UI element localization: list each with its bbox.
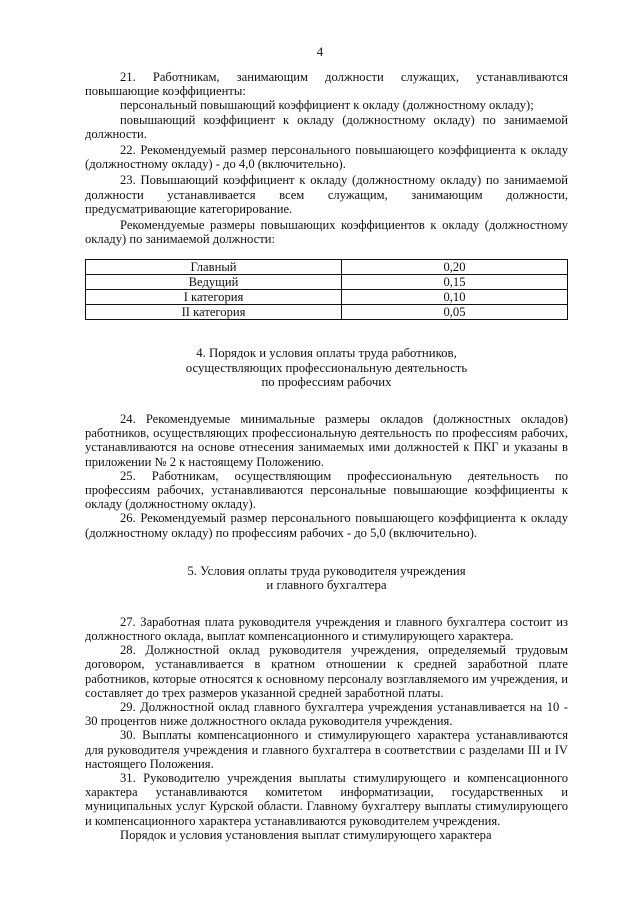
section-5-title-line: 5. Условия оплаты труда руководителя учреждения bbox=[187, 563, 466, 578]
table-row bbox=[86, 275, 568, 290]
table-row bbox=[86, 305, 568, 320]
paragraph-22: 22. Рекомендуемый размер персонального повышающего коэффициента к окладу (должностному окладу) - до 4,0 (включительно). bbox=[85, 143, 568, 172]
paragraph-26: 26. Рекомендуемый размер персонального повышающего коэффициента к окладу (должностному окладу) по профессиям рабочих - до 5,0 (включительно). bbox=[85, 511, 568, 540]
section-4-title-line: осуществляющих профессиональную деятельность bbox=[185, 360, 468, 375]
value-cell: 0,20 bbox=[342, 260, 568, 275]
paragraph-30: 30. Выплаты компенсационного и стимулирующего характера устанавливаются для руководителя учреждения и главного бухгалтера в соответствии с разделами III и IV настоящего Положения. bbox=[85, 728, 568, 771]
section-5-heading bbox=[85, 564, 568, 593]
paragraph-31: 31. Руководителю учреждения выплаты стимулирующего и компенсационного характера устанавливаются комитетом информатизации, государственных и муниципальных услуг Курской области. Главному бухгалтеру выплаты стимулирующего и компенсационного характера устанавливаются руководителем учреждения. bbox=[85, 771, 568, 828]
table-row bbox=[86, 290, 568, 305]
value-cell: 0,15 bbox=[342, 275, 568, 290]
document-body bbox=[85, 70, 568, 842]
section-4-title-line: по профессиям рабочих bbox=[261, 375, 392, 390]
coefficients-table bbox=[85, 259, 568, 320]
paragraph-23: 23. Повышающий коэффициент к окладу (должностному окладу) по занимаемой должности устанавливается всем служащим, занимающим должности, предусматривающие категорирование. bbox=[85, 173, 568, 216]
value-cell: 0,10 bbox=[342, 290, 568, 305]
section-4-heading bbox=[85, 346, 568, 390]
coefficient-item-personal: персональный повышающий коэффициент к окладу (должностному окладу); bbox=[120, 98, 534, 113]
paragraph-24: 24. Рекомендуемые минимальные размеры окладов (должностных окладов) работников, осуществляющих профессиональную деятельность по профессиям рабочих, устанавливаются на основе отнесения занимаемых ими должностей к ПКГ и указаны в приложении № 2 к настоящему Положению. bbox=[85, 411, 568, 469]
paragraph-28: 28. Должностной оклад руководителя учреждения, определяемый трудовым договором, устанавливается в кратном отношении к средней заработной плате работников, которые относятся к основному персоналу возглавляемого им учреждения, и составляет до трех размеров указанной средней заработной платы. bbox=[85, 643, 568, 700]
coefficient-item-position: повышающий коэффициент к окладу (должностному окладу) по занимаемой должности. bbox=[85, 112, 568, 141]
paragraph-29: 29. Должностной оклад главного бухгалтера учреждения устанавливается на 10 - 30 процентов ниже должностного оклада руководителя учреждения. bbox=[85, 699, 568, 729]
paragraph-25: 25. Работникам, осуществляющим профессиональную деятельность по профессиям рабочих, устанавливаются персональные повышающие коэффициенты к окладу (должностному окладу). bbox=[85, 468, 568, 512]
paragraph-27: 27. Заработная плата руководителя учреждения и главного бухгалтера состоит из должностного оклада, выплат компенсационного и стимулирующего характера. bbox=[85, 614, 568, 643]
paragraph-recommended-sizes: Рекомендуемые размеры повышающих коэффициентов к окладу (должностному окладу) по занимаемой должности: bbox=[85, 218, 568, 247]
page-number: 4 bbox=[316, 44, 324, 59]
position-cell: II категория bbox=[86, 305, 342, 320]
table-row bbox=[86, 260, 568, 275]
section-5-title-line: и главного бухгалтера bbox=[266, 578, 387, 593]
value-cell: 0,05 bbox=[342, 305, 568, 320]
position-cell: Главный bbox=[86, 260, 342, 275]
paragraph-procedure: Порядок и условия установления выплат стимулирующего характера bbox=[120, 827, 492, 842]
section-4-title-line: 4. Порядок и условия оплаты труда работников, bbox=[196, 346, 457, 361]
position-cell: Ведущий bbox=[86, 275, 342, 290]
position-cell: I категория bbox=[86, 290, 342, 305]
paragraph-21: 21. Работникам, занимающим должности служащих, устанавливаются повышающие коэффициенты: bbox=[85, 70, 568, 99]
